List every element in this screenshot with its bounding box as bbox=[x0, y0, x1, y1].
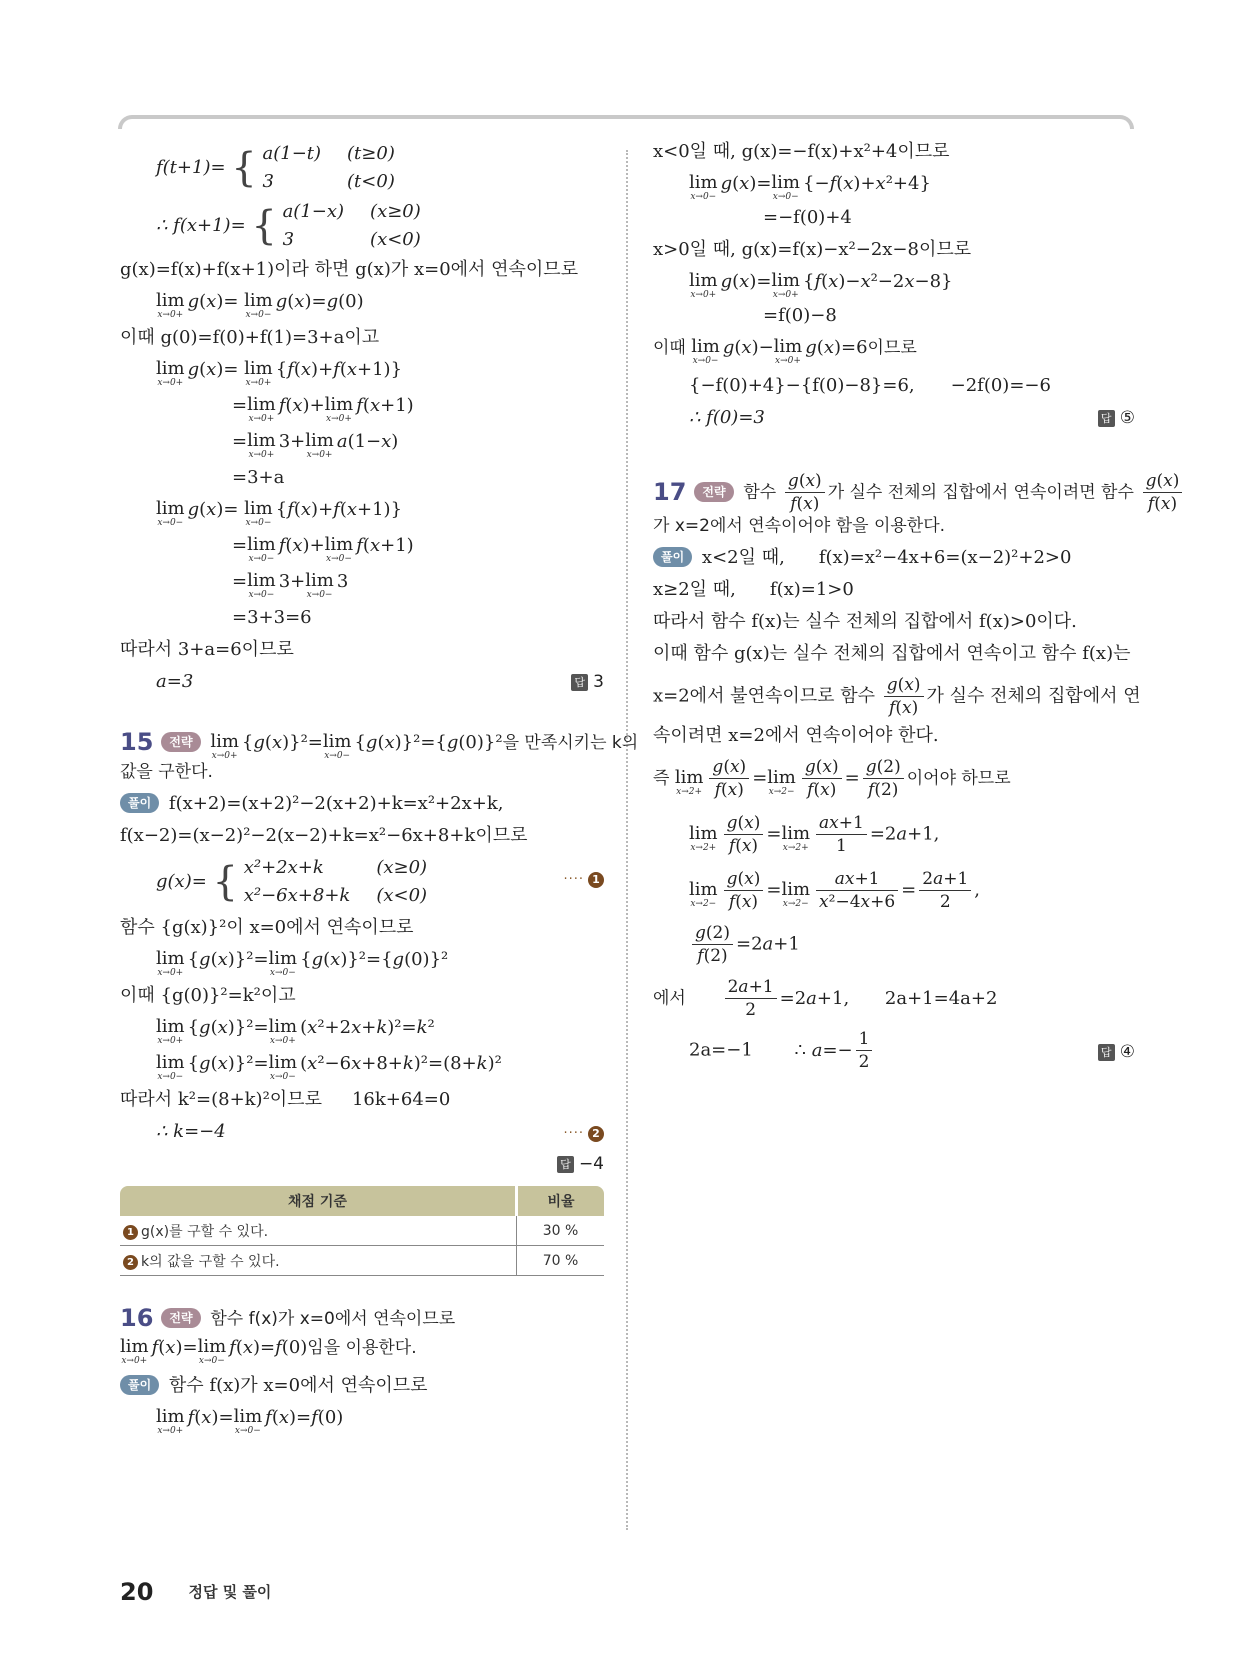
math-line: a=3 답 3 bbox=[156, 671, 604, 692]
math-line: lim x→0+ {g(x)}²= lim x→0− {g(x)}²={g(0)}² bbox=[156, 948, 449, 978]
math-line: 따라서 k²=(8+k)²이므로 16k+64=0 bbox=[120, 1089, 451, 1110]
solution-tag: 풀이 bbox=[120, 1375, 159, 1395]
grading-header-criterion: 채점 기준 bbox=[120, 1186, 517, 1216]
math-line bbox=[120, 198, 604, 254]
step-marker-2: ···· 2 bbox=[563, 1122, 604, 1146]
math-line: lim x→0+ g(x)= lim x→0− g(x)=g(0) bbox=[156, 290, 364, 320]
grading-row: 2 k의 값을 구할 수 있다. 70 % bbox=[120, 1246, 604, 1276]
answer-icon: 답 bbox=[1098, 410, 1115, 427]
math-line: ∴ f(0)=3 답 ⑤ bbox=[689, 407, 1135, 428]
case-cond: (t≥0) bbox=[347, 143, 395, 164]
piecewise: { a(1−x) (x≥0) 3 (x<0) bbox=[251, 198, 420, 254]
answer-icon: 답 bbox=[557, 1156, 574, 1173]
math-line: lim x→0+ g(x)= lim x→0+ {f(x)+f(x+1)} bbox=[156, 358, 403, 388]
math-line: 에서 $\frac{2a+1}{2}$ =2a+1, 2a+1=4a+2 bbox=[653, 977, 998, 1020]
case-cond: (t<0) bbox=[347, 171, 395, 192]
math-line: {−f(0)+4}−{f(0)−8}=6, −2f(0)=−6 bbox=[689, 375, 1051, 396]
math-line bbox=[120, 140, 604, 196]
page-footer bbox=[120, 1578, 271, 1606]
math-line: =−f(0)+4 bbox=[763, 207, 852, 228]
answer-icon: 답 bbox=[571, 674, 588, 691]
math-line: = lim x→0− 3+ lim x→0− 3 bbox=[232, 570, 349, 600]
math-line: lim x→0− g(x)= lim x→0− {f(x)+f(x+1)} bbox=[156, 498, 403, 528]
strategy-text: lim x→0+ f(x)= lim x→0− f(x)=f(0)임을 이용한다. bbox=[120, 1336, 417, 1366]
case-expr: 3 bbox=[282, 229, 295, 250]
math-line: lim x→0− {g(x)}²= lim x→0− (x²−6x+8+k)²=(8+k)² bbox=[156, 1052, 502, 1082]
answer-badge: 답 ⑤ bbox=[1098, 406, 1135, 430]
strategy-tag: 전략 bbox=[161, 1308, 200, 1328]
math-line: ∴ k=−4 ···· 2 bbox=[120, 1120, 604, 1144]
math-line: =3+a bbox=[232, 467, 285, 488]
text-line: g(x)=f(x)+f(x+1)이라 하면 g(x)가 x=0에서 연속이므로 bbox=[120, 259, 579, 280]
text-line: x>0일 때, g(x)=f(x)−x²−2x−8이므로 bbox=[653, 239, 972, 260]
text-line: x=2에서 불연속이므로 함수 $\frac{g(x)}{f(x)}$ 가 실수 전체의 집합에서 연 bbox=[653, 675, 1141, 718]
strategy-tag: 전략 bbox=[161, 732, 200, 752]
text-line: 이때 g(0)=f(0)+f(1)=3+a이고 bbox=[120, 327, 380, 348]
math-line: lim x→0+ f(x)= lim x→0− f(x)=f(0) bbox=[156, 1406, 344, 1436]
strategy-tag: 전략 bbox=[694, 482, 733, 502]
solution-tag: 풀이 bbox=[653, 547, 692, 567]
solution-line: 풀이 f(x+2)=(x+2)²−2(x+2)+k=x²+2x+k, bbox=[120, 792, 604, 816]
math-line: 즉 lim x→2+ $\frac{g(x)}{f(x)}$ = lim x→2− $\frac{g(x)}{f(x)}$ = $\frac{g(2)}{f(2)}$ 이어야 하므로 bbox=[653, 757, 1011, 800]
step-marker: 1 bbox=[123, 1225, 138, 1240]
step-marker-1: ···· 1 bbox=[563, 868, 604, 892]
text-line: 따라서 3+a=6이므로 bbox=[120, 639, 294, 660]
step-marker: 2 bbox=[123, 1255, 138, 1270]
math-line: = lim x→0+ f(x)+ lim x→0+ f(x+1) bbox=[232, 394, 414, 424]
problem-number: 15 bbox=[120, 728, 154, 756]
solution-line: 풀이 함수 f(x)가 x=0에서 연속이므로 bbox=[120, 1374, 604, 1398]
column-divider bbox=[626, 150, 628, 1530]
problem-15-header: 15 전략 lim x→0+ {g(x)}²= lim x→0− {g(x)}²={g(0)}²을 만족시키는 k의 bbox=[120, 728, 639, 761]
math-line: g(x)= { x²+2x+k (x≥0) x²−6x+8+k (x<0) ···· 1 bbox=[120, 854, 604, 910]
piecewise: { a(1−t) (t≥0) 3 (t<0) bbox=[231, 140, 395, 196]
problem-number: 17 bbox=[653, 477, 687, 506]
grading-row: 1 g(x)를 구할 수 있다. 30 % bbox=[120, 1216, 604, 1246]
answer-icon: 답 bbox=[1098, 1044, 1115, 1061]
grading-header-ratio: 비율 bbox=[517, 1186, 605, 1216]
math-line: = lim x→0− f(x)+ lim x→0− f(x+1) bbox=[232, 534, 414, 564]
problem-number: 16 bbox=[120, 1304, 154, 1332]
case-expr: a(1−t) bbox=[262, 143, 322, 164]
text-line: x<0일 때, g(x)=−f(x)+x²+4이므로 bbox=[653, 141, 950, 162]
case-expr: 3 bbox=[262, 171, 274, 192]
solution-line: 풀이 x<2일 때, f(x)=x²−4x+6=(x−2)²+2>0 bbox=[653, 546, 1135, 570]
section-title: 정답 및 풀이 bbox=[188, 1583, 272, 1601]
math-line: =3+3=6 bbox=[232, 607, 312, 628]
problem-17-header: 17 전략 함수 $\frac{g(x)}{f(x)}$ 가 실수 전체의 집합에서 연속이려면 함수 $\frac{g(x)}{f(x)}$ bbox=[653, 470, 1135, 515]
math-line: $\frac{g(2)}{f(2)}$ =2a+1 bbox=[653, 922, 1135, 967]
answer-badge: 답 −4 bbox=[557, 1152, 604, 1176]
expr: ∴ f(x+1)= bbox=[156, 215, 246, 236]
math-line: lim x→2− $\frac{g(x)}{f(x)}$ = lim x→2− $\frac{ax+1}{\text{x²−4x+6}}$ = $\frac{2a+1}{2}$ , bbox=[689, 869, 981, 912]
case-cond: (x<0) bbox=[370, 229, 421, 250]
page-top-rule bbox=[118, 115, 1134, 129]
math-line: lim x→0+ {g(x)}²= lim x→0+ (x²+2x+k)²=k² bbox=[156, 1016, 435, 1046]
strategy-text: 값을 구한다. bbox=[120, 762, 213, 782]
page-number: 20 bbox=[120, 1578, 154, 1606]
answer-badge: 답 ④ bbox=[1098, 1040, 1135, 1064]
math-line: = lim x→0+ 3+ lim x→0+ a(1−x) bbox=[232, 430, 399, 460]
text-line: 이때 {g(0)}²=k²이고 bbox=[120, 985, 296, 1006]
answer-badge: 답 3 bbox=[571, 670, 604, 694]
math-line: =f(0)−8 bbox=[763, 305, 837, 326]
limit: lim x→0+ bbox=[156, 290, 185, 320]
limit: lim x→0− bbox=[244, 290, 273, 320]
math-line: lim x→0+ g(x)= lim x→0+ {f(x)−x²−2x−8} bbox=[689, 270, 953, 300]
math-line: x≥2일 때, f(x)=1>0 bbox=[653, 579, 854, 600]
problem-16-header: 16 전략 함수 f(x)가 x=0에서 연속이므로 bbox=[120, 1304, 456, 1332]
expr: f(t+1)= bbox=[156, 157, 226, 178]
text-line: 이때 함수 g(x)는 실수 전체의 집합에서 연속이고 함수 f(x)는 bbox=[653, 643, 1131, 664]
strategy-text: 가 x=2에서 연속이어야 함을 이용한다. bbox=[653, 516, 946, 536]
math-line: lim x→0− g(x)= lim x→0− {−f(x)+x²+4} bbox=[689, 172, 931, 202]
solution-tag: 풀이 bbox=[120, 793, 159, 813]
case-expr: a(1−x) bbox=[282, 201, 345, 222]
math-line: f(x−2)=(x−2)²−2(x−2)+k=x²−6x+8+k이므로 bbox=[120, 825, 528, 846]
text-line: 속이려면 x=2에서 연속이어야 한다. bbox=[653, 725, 939, 746]
case-cond: (x≥0) bbox=[370, 201, 421, 222]
math-line: lim x→2+ $\frac{g(x)}{f(x)}$ = lim x→2+ $\frac{ax+1}{1}$ =2a+1, bbox=[689, 813, 940, 856]
text-line: 따라서 함수 f(x)는 실수 전체의 집합에서 f(x)>0이다. bbox=[653, 611, 1077, 632]
text-line: 함수 {g(x)}²이 x=0에서 연속이므로 bbox=[120, 917, 414, 938]
math-line: 2a=−1 ∴ a=− $\frac{1}{2}$ 답 ④ bbox=[689, 1029, 1135, 1072]
math-line: 이때 lim x→0− g(x)− lim x→0+ g(x)=6이므로 bbox=[653, 336, 917, 366]
grading-table bbox=[120, 1186, 604, 1276]
